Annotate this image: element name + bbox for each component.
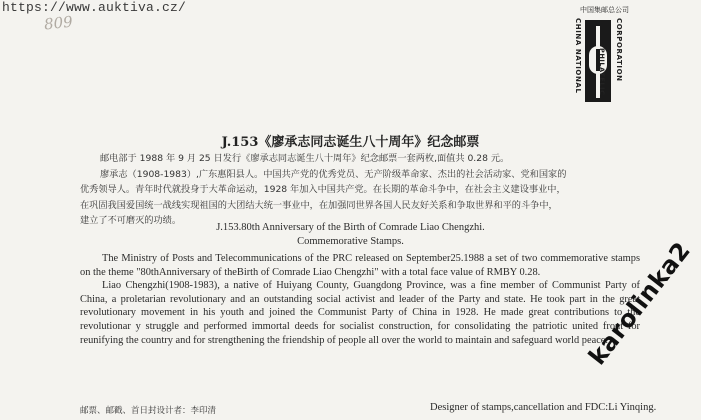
chinese-line-5: 建立了不可磨灭的功绩。 [80, 215, 182, 226]
english-paragraph-1: The Ministry of Posts and Telecommunications of the PRC released on September25.1988 a set of two commemorative stamps on the theme "80thAnniversary of theBirth of Comrade Liao Chengzhi" with a total face value of RMBY 0.28. [80, 253, 640, 278]
chinese-line-1: 邮电部于 1988 年 9 月 25 日发行《廖承志同志诞生八十周年》纪念邮票一套两枚,面值共 0.28 元。 [100, 153, 510, 164]
logo-middle-text: PHILATELIC [598, 48, 606, 96]
chinese-line-3: 优秀领导人。青年时代就投身于大革命运动，1928 年加入中国共产党。在长期的革命斗争中，在社会主义建设事业中， [80, 184, 566, 195]
english-body [80, 252, 640, 347]
logo-right-text: CORPORATION [615, 18, 623, 82]
chinese-line-2: 廖承志（1908-1983）,广东惠阳县人。中国共产党的优秀党员、无产阶级革命家、杰出的社会活动家、党和国家的 [100, 168, 567, 180]
seller-watermark: karolinka2 [583, 236, 697, 371]
chinese-text [80, 151, 635, 229]
english-paragraph-2: Liao Chengzhi(1908-1983), a native of Huiyang County, Guangdong Province, was a fine member of Communist Party of China, a proletarian revolutionary and an outstanding social activist and leader of the Party and state. He took part in the great revolutionary movement in his youth and joined the Communist Party of China in 1928. He made great contributions to the revolutionar y struggle and performed immortal deeds for socialist construction, for consolidating the patriotic united front for reunifying the country and for strengthening the friendship of people all over the world to maintain and safeguard world peace. [80, 280, 640, 346]
english-title-line-1: J.153.80th Anniversary of the Birth of Comrade Liao Chengzhi. [216, 222, 485, 233]
document-title: J.153《廖承志同志诞生八十周年》纪念邮票 [221, 135, 480, 150]
source-url: https://www.auktiva.cz/ [2, 0, 187, 15]
logo-top-text: 中国集邮总公司 [580, 6, 629, 14]
pencil-note: 809 [43, 12, 74, 34]
english-title-line-2: Commemorative Stamps. [297, 236, 404, 247]
logo-left-text: CHINA NATIONAL [574, 18, 582, 94]
designer-chinese: 邮票、邮戳、首日封设计者：李印清 [80, 406, 217, 416]
designer-english: Designer of stamps,cancellation and FDC:Li Yinqing. [430, 402, 657, 413]
chinese-line-4: 在巩固我国爱国统一战线实现祖国的大团结大统一事业中，在加强同世界各国人民友好关系和争取世界和平的斗争中， [80, 199, 558, 211]
